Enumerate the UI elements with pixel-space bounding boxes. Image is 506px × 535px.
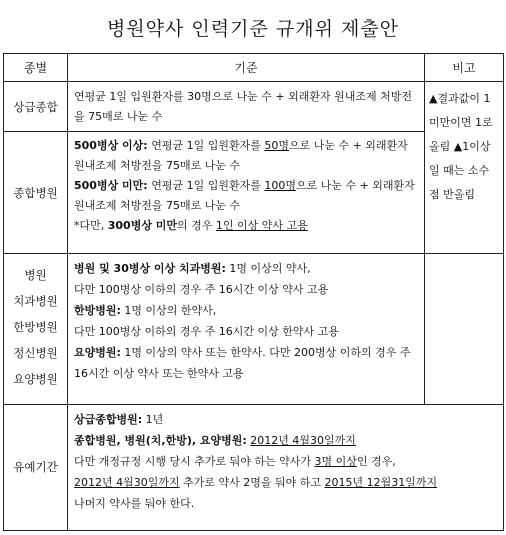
hospital-l5-bold: 요양병원: (74, 346, 121, 360)
row-grace (4, 404, 504, 530)
page-title: 병원약사 인력기준 규개위 제출안 (106, 18, 400, 40)
grace-l4-u2: 2015년 12월31일까지 (324, 475, 438, 489)
hospital-l5-rest: 1명 이상의 약사 또는 한약사. 다만 200병상 이하의 경우 주 16시간 이상 약사 또는 한약사 고용 (74, 346, 411, 381)
general-under-label: 500병상 미만: (74, 179, 148, 193)
header-standard: 기준 (68, 54, 425, 82)
standard-grace (68, 404, 504, 530)
hospital-l1-bold: 병원 및 30병상 이상 치과병원: (74, 262, 226, 276)
remarks-empty (425, 254, 504, 404)
general-under-pre: 연평균 1일 입원환자를 (147, 179, 265, 193)
category-tertiary: 상급종합 (4, 82, 68, 132)
grace-l3-pre: 다만 개정규정 시행 당시 추가로 둬야 하는 약사가 (74, 454, 315, 468)
category-hospital-3: 한방병원 (13, 320, 58, 335)
hospital-l3-bold: 한방병원: (74, 304, 121, 318)
row-tertiary (4, 82, 504, 132)
general-under-post: 으로 나눈 수 + 외래환자 원내조제 처방전을 75매로 나눈 수 (74, 179, 415, 213)
hospital-l4: 다만 100병상 이하의 경우 주 16시간 이상 한약사 고용 (74, 325, 339, 339)
grace-l2-bold: 종합병원, 병원(치,한방), 요양병원: (74, 433, 247, 447)
category-general: 종합병원 (4, 132, 68, 254)
general-under-u: 100명 (264, 179, 296, 193)
grace-l4-mid: 추가로 약사 2명을 둬야 하고 (179, 475, 325, 489)
category-hospital-2: 치과병원 (13, 294, 58, 309)
standard-hospital (68, 254, 425, 404)
header-row (4, 54, 504, 82)
general-over-post: 으로 나눈 수 + 외래환자 원내조제 처방전을 75매로 나눈 수 (74, 139, 408, 173)
grace-l1-bold: 상급종합병원: (74, 412, 143, 426)
standard-tertiary: 연평균 1일 입원환자를 30명으로 나눈 수 + 외래환자 원내조제 처방전을 75매로 나눈 수 (68, 82, 425, 132)
row-hospital (4, 254, 504, 404)
grace-l3-u: 3명 이상 (314, 454, 357, 468)
grace-l1-rest: 1년 (142, 412, 164, 426)
grace-l4-u1: 2012년 4월30일까지 (74, 475, 180, 489)
hospital-l1-rest: 1명 이상의 약사, (225, 262, 311, 276)
general-footnote-pre: *다만, (74, 219, 108, 233)
category-hospital (4, 254, 68, 404)
header-type: 종별 (4, 54, 68, 82)
remarks-cell: ▲결과값이 1미만이면 1로 올림 ▲1이상일 때는 소수점 반올림 (425, 82, 504, 254)
staffing-standards-table (3, 53, 504, 531)
hospital-l2: 다만 100병상 이하의 경우 주 16시간 이상 약사 고용 (74, 283, 329, 297)
general-footnote-bold: 300병상 미만 (107, 219, 178, 233)
category-hospital-5: 요양병원 (13, 372, 58, 387)
header-note: 비고 (425, 54, 504, 82)
grace-l5: 나머지 약사를 둬야 한다. (74, 496, 195, 510)
general-over-label: 500병상 이상: (74, 139, 148, 153)
category-grace: 유예기간 (4, 404, 68, 530)
hospital-l3-rest: 1명 이상의 한약사, (120, 304, 217, 318)
general-over-u: 50명 (264, 139, 289, 153)
general-footnote-mid: 의 경우 (177, 219, 216, 233)
standard-general (68, 132, 425, 254)
category-hospital-1: 병원 (24, 268, 47, 283)
grace-l2-u: 2012년 4월30일까지 (250, 433, 356, 447)
category-hospital-4: 정신병원 (13, 346, 58, 361)
general-footnote-u: 1인 이상 약사 고용 (215, 219, 308, 233)
grace-l3-post: 인 경우, (356, 454, 396, 468)
general-over-pre: 연평균 1일 입원환자를 (147, 139, 265, 153)
